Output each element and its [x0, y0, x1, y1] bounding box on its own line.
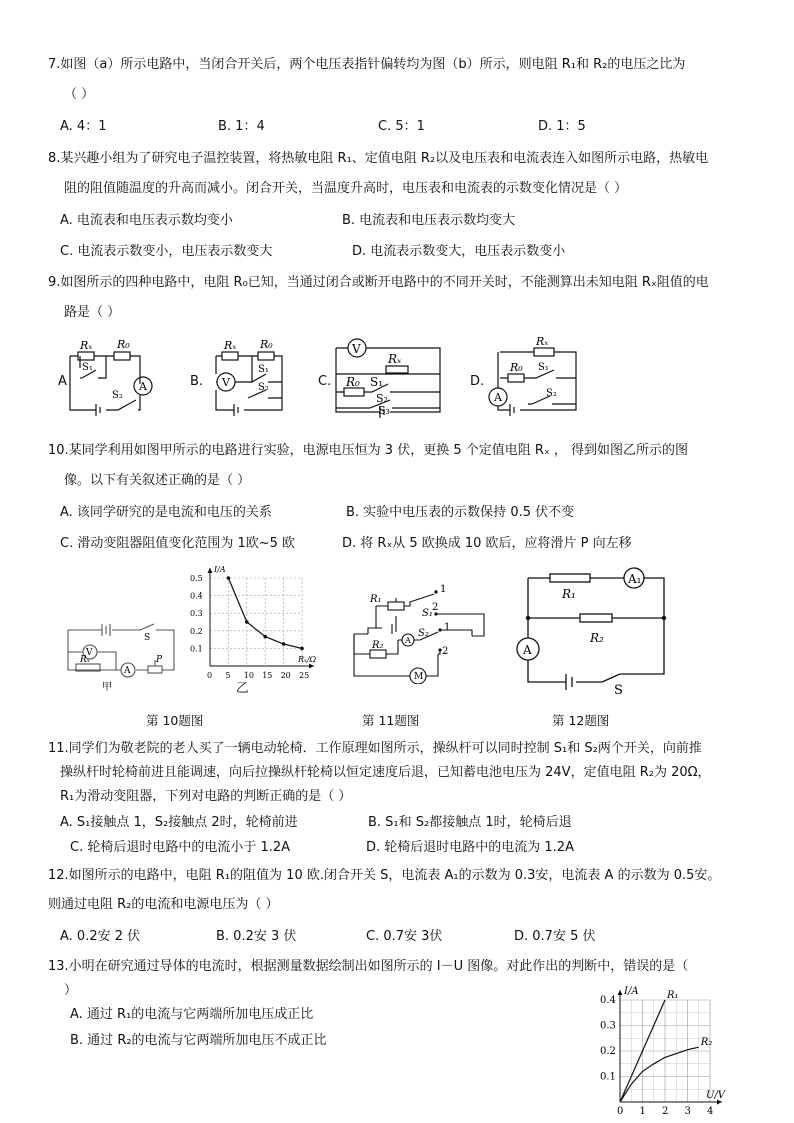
- x-tick-label: 0: [617, 1106, 624, 1117]
- q8-option-b: B. 电流表和电压表示数均变大: [342, 213, 516, 228]
- q9b-s1-label: S₁: [258, 364, 269, 375]
- q13-option-b: B. 通过 R₂的电流与它两端所加电压不成正比: [70, 1033, 327, 1048]
- q7-option-b: B. 1：4: [218, 119, 265, 134]
- q11-option-a: A. S₁接触点 1，S₂接触点 2时，轮椅前进: [60, 815, 298, 830]
- fig12-r2-label: R₂: [590, 631, 604, 645]
- q12-option-b: B. 0.2安 3 伏: [216, 929, 297, 944]
- q11-option-b: B. S₁和 S₂都接触点 1时，轮椅后退: [368, 815, 572, 830]
- fig12-a1-label: A₁: [628, 572, 642, 586]
- q9b-r0-label: R₀: [260, 338, 273, 351]
- q11-stem-line1: 11.同学们为敬老院的老人买了一辆电动轮椅．工作原理如图所示，操纵杆可以同时控制 S₁和 S₂两个开关，向前推: [48, 741, 702, 756]
- q8-option-d: D. 电流表示数变大，电压表示数变小: [352, 244, 566, 259]
- y-tick-label: 0.3: [190, 609, 203, 619]
- q12-option-a: A. 0.2安 2 伏: [60, 929, 141, 944]
- x-tick-label: 4: [707, 1106, 714, 1117]
- fig12-circuit: [510, 562, 670, 700]
- q9b-s2-label: S₂: [258, 382, 269, 393]
- q9-circuit-a: [66, 334, 162, 416]
- q7-option-c: C. 5：1: [378, 119, 425, 134]
- y-axis-arrow: [618, 990, 623, 995]
- x-tick-label: 10: [243, 671, 254, 680]
- x-axis-label: Rₓ/Ω: [298, 655, 317, 664]
- fig11-s1-label: S₁: [422, 608, 433, 619]
- q9b-voltmeter-label: V: [222, 376, 230, 389]
- fig10-v-label: V: [86, 648, 93, 658]
- q9c-r0-label: R₀: [346, 375, 360, 389]
- q9c-s1-label: S₁: [370, 375, 384, 389]
- q9d-ammeter-label: A: [494, 391, 502, 404]
- q8-stem-line1: 8.某兴趣小组为了研究电子温控装置，将热敏电阻 R₁、定值电阻 R₂以及电压表和电流表连入如图所示电路，热敏电: [48, 151, 709, 166]
- data-point: [300, 647, 304, 651]
- q9c-s2-label: S₂: [376, 392, 388, 405]
- fig10-p-label: P: [156, 655, 163, 665]
- fig10-chart-yi: [186, 562, 322, 686]
- q13-stem-line1: 13.小明在研究通过导体的电流时，根据测量数据绘制出如图所示的 I－U 图像。对此作出的判断中，错误的是（: [48, 959, 689, 974]
- q9-circuit-c: [330, 334, 446, 418]
- fig10-a-label: A: [124, 666, 131, 676]
- q13-option-a: A. 通过 R₁的电流与它两端所加电压成正比: [70, 1007, 314, 1022]
- q10-stem-line2: 像。以下有关叙述正确的是（ ）: [64, 473, 251, 488]
- x-tick-label: 25: [299, 671, 310, 680]
- q9c-s3-label: S₃: [378, 404, 390, 417]
- fig10-yi-label: 乙: [236, 680, 249, 695]
- y-tick-label: 0.2: [190, 626, 203, 636]
- q9a-rx-label: Rₓ: [80, 339, 93, 352]
- x-tick-label: 0: [207, 671, 213, 680]
- q8-stem-line2: 阻的阻值随温度的升高而减小。闭合开关，当温度升高时，电压表和电流表的示数变化情况是（ ）: [64, 181, 628, 196]
- series-label: R₁: [667, 990, 679, 1001]
- q12-option-d: D. 0.7安 5 伏: [514, 929, 596, 944]
- q12-stem-line2: 则通过电阻 R₂的电流和电源电压为（ ）: [48, 897, 279, 912]
- data-point: [227, 576, 231, 580]
- q12-option-c: C. 0.7安 3伏: [366, 929, 443, 944]
- q9d-rx-label: Rₓ: [536, 335, 549, 348]
- q9-stem-line2: 路是（ ）: [64, 305, 121, 320]
- fig10-rx-label: Rₓ: [80, 655, 90, 665]
- q8-option-a: A. 电流表和电压表示数均变小: [60, 213, 233, 228]
- x-tick-label: 5: [225, 671, 231, 680]
- q9-stem-line1: 9.如图所示的四种电路中，电阻 R₀已知，当通过闭合或断开电路中的不同开关时，不能测算出未知电阻 Rₓ阻值的电: [48, 275, 709, 290]
- series-label: R₂: [700, 1037, 713, 1049]
- q12-stem-line1: 12.如图所示的电路中，电阻 R₁的阻值为 10 欧.闭合开关 S，电流表 A₁的示数为 0.3安，电流表 A 的示数为 0.5安。: [48, 868, 721, 883]
- x-tick-label: 20: [280, 671, 291, 680]
- data-point: [282, 642, 286, 646]
- y-axis-arrow: [208, 568, 213, 573]
- q9-label-d: D.: [470, 374, 485, 389]
- q9b-rx-label: Rₓ: [224, 339, 237, 352]
- x-axis-label: U/V: [706, 1090, 726, 1101]
- data-point: [245, 620, 249, 624]
- fig11-m-label: M: [414, 672, 424, 682]
- x-tick-label: 2: [662, 1106, 669, 1117]
- q11-stem-line2: 操纵杆时轮椅前进且能调速，向后拉操纵杆轮椅以恒定速度后退，已知蓄电池电压为 24V，定值电阻 R₂为 20Ω，: [60, 765, 711, 780]
- q9d-s1-label: S₁: [538, 362, 549, 373]
- fig10-caption: 第 10题图: [146, 713, 204, 728]
- fig11-s2-label: S₂: [418, 628, 429, 639]
- fig10-circuit-jia: [62, 612, 180, 692]
- fig11-r2-label: R₂: [372, 640, 384, 651]
- fig12-s-label: S: [614, 683, 623, 698]
- y-tick-label: 0.2: [600, 1046, 616, 1057]
- q11-option-d: D. 轮椅后退时电路中的电流为 1.2A: [366, 840, 574, 855]
- q7-option-d: D. 1：5: [538, 119, 586, 134]
- q7-paren: （ ）: [64, 87, 95, 102]
- x-tick-label: 1: [639, 1106, 646, 1117]
- q9-label-c: C.: [318, 374, 332, 389]
- q10-option-c: C. 滑动变阻器阻值变化范围为 1欧~5 欧: [60, 536, 296, 551]
- y-tick-label: 0.3: [600, 1020, 616, 1032]
- q9d-r0-label: R₀: [510, 361, 523, 374]
- q9a-r0-label: R₀: [117, 338, 130, 351]
- fig11-s1-contact2: 2: [432, 602, 439, 613]
- fig11-a-label: A: [405, 636, 411, 645]
- y-axis-label: I/A: [624, 986, 639, 997]
- fig11-circuit: [348, 584, 488, 684]
- fig10-s-label: S: [144, 633, 151, 643]
- q10-option-d: D. 将 Rₓ从 5 欧换成 10 欧后，应将滑片 P 向左移: [342, 536, 632, 551]
- fig11-caption: 第 11题图: [362, 713, 420, 728]
- fig10-jia-label: 甲: [102, 682, 112, 692]
- q9a-s2-label: S₂: [112, 390, 123, 401]
- fig11-r1-label: R₁: [370, 594, 382, 605]
- y-tick-label: 0.1: [600, 1071, 616, 1083]
- q7-option-a: A. 4：1: [60, 119, 107, 134]
- fig12-caption: 第 12题图: [552, 713, 610, 728]
- x-axis-arrow: [309, 664, 314, 669]
- q11-option-c: C. 轮椅后退时电路中的电流小于 1.2A: [70, 840, 291, 855]
- q10-stem-line1: 10.某同学利用如图甲所示的电路进行实验，电源电压恒为 3 伏，更换 5 个定值电阻 Rₓ ， 得到如图乙所示的图: [48, 443, 688, 458]
- y-tick-label: 0.5: [190, 574, 203, 583]
- x-tick-label: 3: [684, 1106, 691, 1117]
- q13-stem-line2: ）: [64, 983, 78, 998]
- q10-option-a: A. 该同学研究的是电流和电压的关系: [60, 505, 272, 520]
- q10-option-b: B. 实验中电压表的示数保持 0.5 伏不变: [346, 505, 575, 520]
- data-point: [263, 635, 267, 639]
- x-tick-label: 15: [262, 671, 273, 680]
- fig12-r1-label: R₁: [562, 587, 576, 601]
- q9d-s2-label: S₂: [546, 388, 557, 399]
- q9a-ammeter-label: A: [139, 380, 147, 393]
- fig13-chart: [592, 978, 742, 1118]
- y-axis-label: I/A: [214, 565, 226, 574]
- fig12-a-label: A: [523, 643, 532, 657]
- q9a-s1-label: S₁: [82, 362, 93, 373]
- q9c-voltmeter-label: V: [352, 342, 361, 356]
- q9c-rx-label: Rₓ: [388, 352, 402, 366]
- y-tick-label: 0.4: [600, 995, 616, 1006]
- q8-option-c: C. 电流表示数变小，电压表示数变大: [60, 244, 273, 259]
- y-tick-label: 0.1: [190, 644, 203, 654]
- q9-circuit-b: [208, 334, 298, 416]
- q9-circuit-d: [484, 334, 584, 416]
- fig11-s2-contact2: 2: [442, 646, 449, 657]
- q7-stem: 7.如图（a）所示电路中，当闭合开关后，两个电压表指针偏转均为图（b）所示，则电阻 R₁和 R₂的电压之比为: [48, 57, 686, 72]
- q9-label-a: A: [58, 374, 67, 389]
- y-tick-label: 0.4: [190, 591, 203, 601]
- fig11-s1-contact1: 1: [440, 584, 447, 595]
- q9-label-b: B.: [190, 374, 204, 389]
- q11-stem-line3: R₁为滑动变阻器，下列对电路的判断正确的是（ ）: [60, 789, 352, 804]
- fig11-s2-contact1: 1: [444, 622, 451, 633]
